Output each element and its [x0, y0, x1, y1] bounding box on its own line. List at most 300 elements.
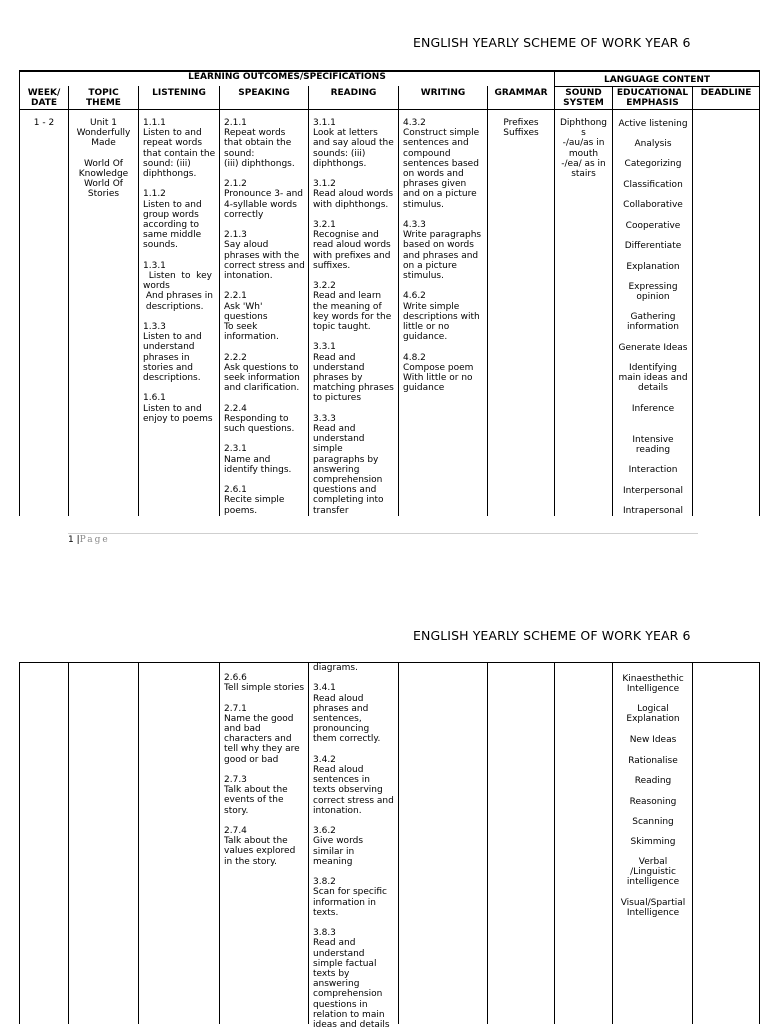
outcome-item — [143, 322, 219, 383]
educational-emphasis-line: information — [627, 322, 679, 332]
outcome-item — [224, 704, 308, 765]
educational-emphasis-line: Interpersonal — [623, 486, 683, 496]
outcome-line: Listen to key — [143, 271, 212, 282]
outcome-line: comprehension — [313, 475, 383, 486]
outcome-line: information in — [313, 897, 377, 908]
header-deadline: DEADLINE — [700, 88, 752, 98]
header-reading: READING — [330, 88, 377, 98]
outcome-line: Look at letters — [313, 128, 378, 139]
header-sound-system: SOUND SYSTEM — [563, 88, 604, 108]
educational-emphasis-line: Differentiate — [624, 241, 682, 251]
outcome-line: understand — [143, 342, 195, 353]
outcome-line: 1.3.3 — [143, 322, 166, 333]
outcome-line: and phrases and — [403, 250, 479, 261]
outcome-line: such questions. — [224, 424, 295, 435]
col-divider — [554, 662, 555, 1024]
outcome-line: seek information — [224, 373, 300, 384]
header-topic-theme: TOPIC THEME — [86, 88, 121, 108]
outcome-line: Compose poem — [403, 362, 474, 373]
col-divider — [692, 86, 693, 516]
outcome-line: Give words — [313, 836, 364, 847]
educational-emphasis-item — [614, 465, 692, 475]
footer-rule — [68, 533, 698, 534]
outcome-line: them correctly. — [313, 734, 381, 745]
outcome-line: sentences, — [313, 714, 362, 724]
outcome-line: sentences in — [313, 775, 370, 786]
outcome-line: that obtain the — [224, 138, 292, 149]
table-right-border — [759, 662, 760, 1024]
outcome-line: with prefixes and — [313, 250, 391, 261]
cell-line: World Of — [84, 179, 123, 190]
outcome-line: Listen to and — [143, 128, 202, 139]
outcome-line: on words and — [403, 169, 464, 180]
educational-emphasis-line: New Ideas — [629, 735, 677, 745]
outcome-line: 2.2.2 — [224, 352, 247, 363]
header-week-date: WEEK/ DATE — [27, 88, 61, 108]
outcome-line: 3.2.1 — [313, 220, 336, 230]
outcome-line: understand — [313, 362, 365, 373]
educational-emphasis-item — [614, 221, 692, 231]
col-divider — [692, 662, 693, 1024]
outcome-line: intonation. — [313, 805, 362, 816]
outcome-item — [224, 485, 308, 516]
outcome-item — [313, 179, 398, 210]
outcome-line: Ask questions to — [224, 362, 299, 373]
speaking-cell — [224, 673, 308, 1024]
outcome-line: descriptions. — [143, 301, 204, 312]
outcome-item — [224, 291, 308, 342]
outcome-line: Name the good — [224, 713, 294, 724]
educational-emphasis-line: Interaction — [628, 465, 678, 475]
week-cell: 1 - 2 — [33, 118, 55, 128]
document-title: ENGLISH YEARLY SCHEME OF WORK YEAR 6 — [413, 628, 691, 643]
col-divider — [398, 662, 399, 1024]
sound-system-cell — [555, 118, 612, 179]
header-educational-emphasis: EDUCATIONAL EMPHASIS — [616, 88, 689, 108]
outcome-line: 3.1.1 — [313, 118, 336, 128]
educational-emphasis-item — [614, 159, 692, 169]
outcome-line: ideas and details — [313, 1020, 390, 1030]
outcome-line: Write paragraphs — [403, 230, 482, 241]
outcome-item — [403, 291, 487, 342]
outcome-line: read aloud words — [313, 240, 391, 251]
educational-emphasis-item — [614, 898, 692, 918]
educational-emphasis-line: Verbal — [638, 857, 668, 867]
outcome-line: 3.3.1 — [313, 342, 336, 353]
educational-emphasis-line: intelligence — [626, 877, 680, 887]
header-listening: LISTENING — [152, 88, 206, 98]
col-divider — [219, 86, 220, 516]
outcome-line: Listen to and — [143, 199, 202, 210]
outcome-line: stimulus. — [403, 271, 444, 282]
outcome-line: 4.6.2 — [403, 291, 426, 302]
outcome-line: 3.1.2 — [313, 179, 336, 190]
outcome-line: characters and — [224, 734, 292, 745]
cell-line: Knowledge — [78, 169, 129, 180]
cell-line: s — [581, 128, 586, 139]
educational-emphasis-item — [614, 797, 692, 807]
outcome-line: 2.2.1 — [224, 291, 247, 302]
outcome-line: To seek — [224, 322, 258, 333]
col-divider — [612, 86, 613, 516]
outcome-line: Scan for specific — [313, 887, 387, 898]
outcome-line: Read and — [313, 352, 356, 363]
outcome-line: phrases in — [143, 352, 190, 363]
col-divider — [219, 662, 220, 1024]
educational-emphasis-line: Rationalise — [628, 756, 678, 766]
educational-emphasis-line: main ideas and — [618, 373, 688, 383]
educational-emphasis-line: Visual/Spartial — [620, 898, 686, 908]
col-divider — [138, 662, 139, 1024]
educational-emphasis-item — [614, 674, 692, 694]
outcome-item — [313, 281, 398, 332]
page-number: 1 — [68, 535, 74, 545]
outcome-item — [313, 683, 398, 744]
educational-emphasis-item — [614, 704, 692, 724]
outcome-item — [313, 663, 398, 673]
outcome-line: on a picture — [403, 260, 457, 271]
outcome-line: and clarification. — [224, 383, 300, 394]
outcome-line: Tell simple stories — [224, 683, 305, 694]
col-divider — [487, 86, 488, 516]
educational-emphasis-line: Analysis — [634, 139, 672, 149]
cell-line: -/ea/ as in — [561, 158, 606, 169]
outcome-line: group words — [143, 209, 199, 220]
outcome-line: 2.1.2 — [224, 179, 247, 190]
outcome-item — [224, 404, 308, 435]
outcome-line: to pictures — [313, 393, 362, 404]
outcome-line: Pronounce 3- and — [224, 189, 304, 200]
outcome-line: poems. — [224, 505, 258, 516]
header-speaking: SPEAKING — [238, 88, 290, 98]
outcome-line: Read and learn — [313, 291, 382, 302]
educational-emphasis-item — [614, 404, 692, 414]
educational-emphasis-line: Reasoning — [629, 797, 677, 807]
educational-emphasis-line: Explanation — [626, 714, 680, 724]
outcome-line: that contain the — [143, 148, 216, 159]
outcome-item — [313, 220, 398, 271]
educational-emphasis-line: Logical — [637, 704, 669, 714]
outcome-item — [313, 342, 398, 403]
outcome-line: Listen to and — [143, 332, 202, 343]
outcome-item — [224, 826, 308, 867]
educational-emphasis-line: opinion — [636, 292, 670, 302]
outcome-line: compound — [403, 148, 451, 159]
outcome-line: texts observing — [313, 785, 383, 796]
outcome-line: texts by — [313, 969, 350, 980]
outcome-line: descriptions with — [403, 311, 480, 322]
outcome-line: identify things. — [224, 464, 292, 475]
outcome-item — [143, 261, 219, 312]
outcome-line: And phrases in — [143, 291, 213, 302]
outcome-line: 4.8.2 — [403, 352, 426, 363]
educational-emphasis-item — [614, 857, 692, 887]
outcome-line: meaning — [313, 856, 353, 867]
outcome-line: Write simple — [403, 301, 460, 312]
outcome-line: phrases by — [313, 373, 363, 384]
cell-line — [69, 149, 138, 159]
outcome-item — [403, 353, 487, 394]
outcome-line: 2.7.1 — [224, 703, 247, 714]
outcome-line: based on words — [403, 240, 474, 251]
outcome-item — [224, 230, 308, 281]
outcome-line: similar in — [313, 846, 355, 857]
educational-emphasis-line: Kinaesthethic — [622, 674, 684, 684]
outcome-line: 3.6.2 — [313, 826, 336, 837]
outcome-line: 2.1.1 — [224, 118, 247, 128]
educational-emphasis-line: Gathering — [630, 312, 676, 322]
col-divider — [308, 86, 309, 516]
outcome-line: phrases given — [403, 179, 467, 190]
outcome-line: sounds: (iii) — [313, 148, 366, 159]
educational-emphasis-line: Scanning — [632, 817, 674, 827]
cell-line: Stories — [87, 189, 120, 200]
cell-line: stairs — [571, 169, 596, 180]
outcome-item — [313, 928, 398, 1030]
outcome-line: matching phrases — [313, 383, 394, 394]
outcome-line: Construct simple — [403, 128, 480, 139]
educational-emphasis-item — [614, 262, 692, 272]
outcome-line: key words for the — [313, 311, 392, 322]
outcome-line: (iii) diphthongs. — [224, 158, 295, 169]
cell-line: World Of — [84, 158, 123, 169]
outcome-line: and on a picture — [403, 189, 477, 200]
outcome-line: diphthongs. — [313, 158, 367, 169]
outcome-line: Read aloud words — [313, 189, 394, 200]
outcome-line: 2.1.3 — [224, 230, 247, 241]
cell-line: Suffixes — [503, 128, 539, 139]
educational-emphasis-line: Cooperative — [625, 221, 681, 231]
outcome-line: story. — [224, 805, 249, 816]
outcome-line: sound: — [224, 148, 255, 159]
outcome-item — [224, 353, 308, 394]
educational-emphasis-item — [614, 817, 692, 827]
outcome-item — [224, 775, 308, 816]
outcome-line: questions — [224, 311, 268, 322]
educational-emphasis-item — [614, 435, 692, 455]
outcome-line: simple factual — [313, 958, 377, 969]
outcome-line: stories and — [143, 362, 193, 373]
educational-emphasis-line: details — [638, 383, 668, 393]
outcome-line: Name and — [224, 454, 271, 465]
outcome-line: relation to main — [313, 1009, 385, 1020]
header-language-content: LANGUAGE CONTENT — [603, 75, 711, 85]
outcome-line: Ask 'Wh' — [224, 301, 263, 312]
outcome-line: diagrams. — [313, 663, 358, 673]
outcome-item — [403, 220, 487, 281]
outcome-line: correctly — [224, 209, 264, 220]
outcome-line: 1.6.1 — [143, 393, 166, 404]
outcome-line: correct stress and — [313, 795, 394, 806]
outcome-line: 3.4.1 — [313, 683, 336, 694]
speaking-cell — [224, 118, 308, 516]
outcome-line: simple — [313, 444, 343, 455]
outcome-line: 3.2.2 — [313, 281, 336, 292]
educational-emphasis-line: Reading — [634, 776, 672, 786]
outcome-line: answering — [313, 979, 360, 990]
outcome-line: tell why they are — [224, 744, 300, 755]
outcome-line: and bad — [224, 724, 261, 734]
outcome-line: 2.2.4 — [224, 403, 247, 414]
outcome-line: little or no — [403, 322, 450, 333]
col-divider — [612, 662, 613, 1024]
outcome-line: 3.3.3 — [313, 413, 336, 424]
educational-emphasis-item — [614, 241, 692, 251]
grammar-cell — [488, 118, 554, 138]
outcome-line: guidance. — [403, 332, 448, 343]
outcome-line: correct stress and — [224, 260, 305, 271]
outcome-line: Talk about the — [224, 785, 288, 796]
outcome-line: completing into — [313, 495, 384, 506]
outcome-line: in the story. — [224, 856, 278, 867]
educational-emphasis-line: Inference — [631, 404, 675, 414]
educational-emphasis-item — [614, 312, 692, 332]
outcome-item — [143, 189, 219, 250]
outcome-line: 3.8.2 — [313, 877, 336, 888]
outcome-line: 4.3.3 — [403, 220, 426, 231]
outcome-line: topic taught. — [313, 322, 371, 333]
outcome-line: Recite simple — [224, 495, 285, 506]
outcome-line: phrases and — [313, 703, 369, 714]
outcome-line: 2.7.4 — [224, 826, 247, 836]
educational-emphasis-line: Intelligence — [626, 908, 680, 918]
outcome-line: events of the — [224, 795, 284, 806]
educational-emphasis-line: Identifying — [629, 363, 677, 373]
page-footer — [68, 535, 110, 545]
educational-emphasis-item — [614, 200, 692, 210]
educational-emphasis-line: Intelligence — [626, 684, 680, 694]
outcome-line: with diphthongs. — [313, 199, 389, 210]
outcome-line: phrases with the — [224, 250, 300, 261]
cell-line: Made — [91, 138, 116, 149]
cell-line: Diphthong — [559, 118, 607, 128]
educational-emphasis-item — [614, 735, 692, 745]
outcome-line: good or bad — [224, 754, 279, 765]
outcome-line: 3.4.2 — [313, 754, 336, 765]
outcome-line: information. — [224, 332, 279, 343]
outcome-line: Read aloud — [313, 765, 364, 775]
writing-cell — [403, 118, 487, 516]
outcome-line: 4.3.2 — [403, 118, 426, 128]
educational-emphasis-line: Explanation — [626, 262, 680, 272]
outcome-line: intonation. — [224, 271, 273, 282]
outcome-line: values explored — [224, 846, 296, 857]
outcome-line: sentences and — [403, 138, 469, 149]
outcome-line: 2.3.1 — [224, 444, 247, 455]
educational-emphasis-line: Intrapersonal — [623, 506, 683, 516]
outcome-item — [224, 444, 308, 475]
outcome-item — [143, 118, 219, 179]
header-bottom-border — [19, 109, 760, 110]
table-left-border — [19, 70, 20, 516]
outcome-line: words — [143, 281, 170, 292]
outcome-line: suffixes. — [313, 260, 351, 271]
educational-emphasis-item — [614, 506, 692, 516]
outcome-line: Listen to and — [143, 403, 202, 414]
outcome-line: Repeat words — [224, 128, 286, 139]
educational-emphasis-line: reading — [635, 445, 671, 455]
educational-emphasis-line: Collaborative — [623, 200, 683, 210]
outcome-item — [313, 414, 398, 516]
outcome-line: questions in — [313, 999, 368, 1010]
outcome-line: 2.6.6 — [224, 673, 247, 683]
outcome-item — [313, 877, 398, 918]
header-grammar: GRAMMAR — [494, 88, 548, 98]
educational-emphasis-item — [614, 486, 692, 496]
outcome-line: 3.8.3 — [313, 928, 336, 939]
educational-emphasis-item — [614, 119, 692, 129]
cell-line: Wonderfully — [76, 128, 131, 139]
cell-line: Unit 1 — [90, 118, 117, 128]
outcome-line: 1.3.1 — [143, 260, 166, 271]
educational-emphasis-item — [614, 837, 692, 847]
outcome-line: sentences based — [403, 158, 479, 169]
educational-emphasis-item — [614, 282, 692, 302]
cell-line: Prefixes — [503, 118, 539, 128]
outcome-line: and say aloud the — [313, 138, 394, 149]
outcome-line: 1.1.2 — [143, 189, 166, 200]
topic-cell — [69, 118, 138, 516]
cell-line: -/au/as in — [562, 138, 605, 149]
outcome-line: texts. — [313, 907, 339, 918]
outcome-line: comprehension — [313, 989, 383, 1000]
outcome-line: 2.6.1 — [224, 485, 247, 496]
page-separator: | — [76, 535, 80, 545]
outcome-line: Read and — [313, 424, 356, 435]
educational-emphasis-item — [614, 180, 692, 190]
listening-cell — [143, 118, 219, 516]
educational-emphasis-item — [614, 343, 692, 353]
col-divider — [68, 662, 69, 1024]
header-learning-outcomes: LEARNING OUTCOMES/SPECIFICATIONS — [188, 72, 386, 82]
outcome-line: questions and — [313, 485, 377, 496]
col-divider — [487, 662, 488, 1024]
reading-cell — [313, 663, 398, 1030]
educational-emphasis-line: Categorizing — [624, 159, 682, 169]
outcome-line: paragraphs by — [313, 454, 379, 465]
outcome-item — [313, 118, 398, 169]
page-2 — [0, 600, 768, 1030]
reading-cell — [313, 118, 398, 516]
educational-emphasis-line: Classification — [623, 180, 683, 190]
educational-emphasis-item — [614, 363, 692, 393]
outcome-item — [224, 179, 308, 220]
outcome-item — [224, 673, 308, 693]
outcome-line: answering — [313, 464, 360, 475]
outcome-line: according to — [143, 220, 199, 231]
educational-emphasis-line: Skimming — [630, 837, 676, 847]
language-content-underline — [554, 86, 760, 87]
outcome-line: Read and — [313, 938, 356, 949]
outcome-line: 1.1.1 — [143, 118, 166, 128]
outcome-line: 2.7.3 — [224, 775, 247, 785]
educational-emphasis-item — [614, 139, 692, 149]
outcome-line: guidance — [403, 383, 445, 394]
outcome-line: transfer — [313, 505, 349, 516]
outcome-line: Say aloud — [224, 240, 269, 251]
educational-emphasis-line: Intensive — [632, 435, 674, 445]
document-title: ENGLISH YEARLY SCHEME OF WORK YEAR 6 — [413, 35, 691, 50]
outcome-line: Responding to — [224, 413, 289, 424]
table-left-border — [19, 662, 20, 1024]
educational-emphasis-line: Active listening — [618, 119, 688, 129]
outcome-line: 4-syllable words — [224, 199, 297, 210]
outcome-line: repeat words — [143, 138, 203, 149]
educational-emphasis-item — [614, 756, 692, 766]
outcome-line: descriptions. — [143, 373, 201, 384]
col-divider — [308, 662, 309, 1024]
outcome-line: sounds. — [143, 240, 178, 251]
